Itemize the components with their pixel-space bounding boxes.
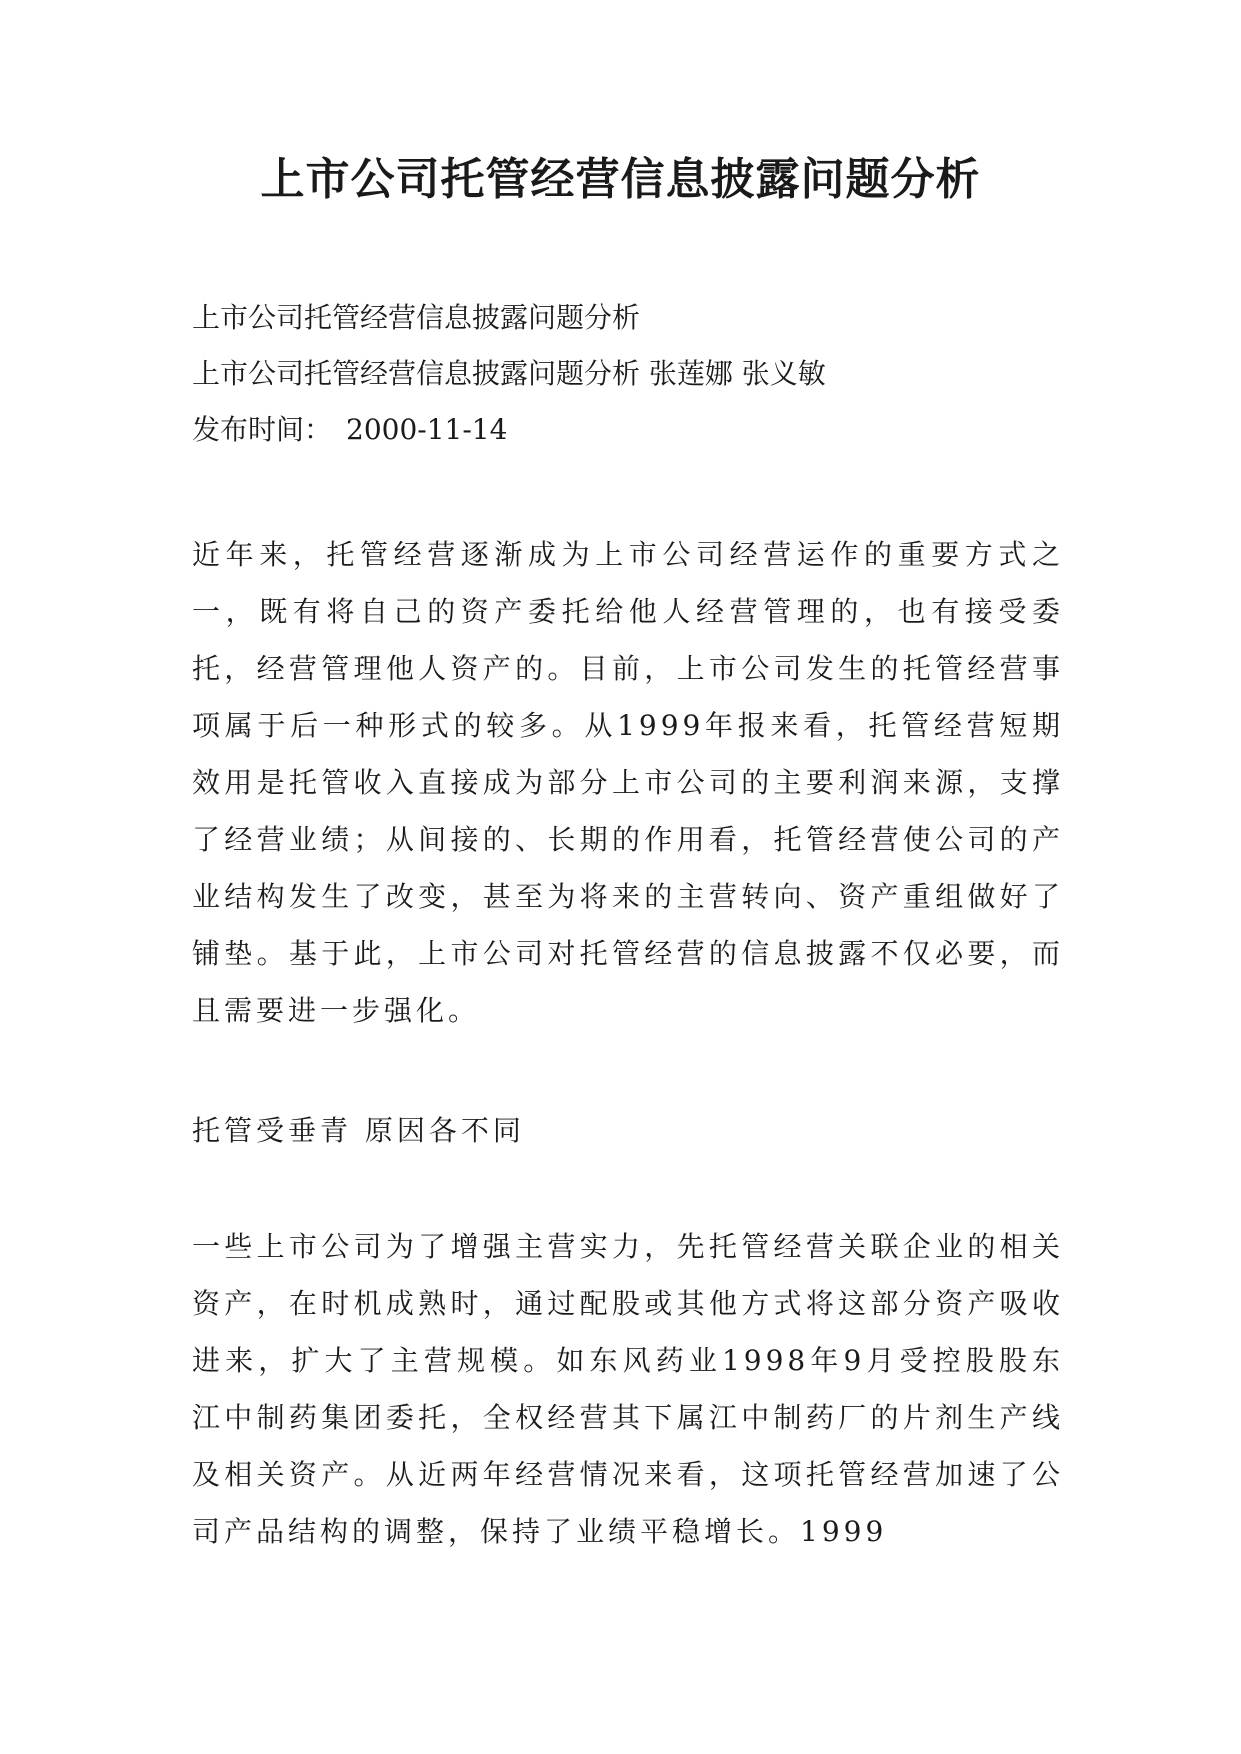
document-subtitle: 上市公司托管经营信息披露问题分析: [192, 301, 641, 334]
paragraph-body: 一些上市公司为了增强主营实力，先托管经营关联企业的相关资产，在时机成熟时，通过配股或其他方式将这部分资产吸收进来，扩大了主营规模。如东风药业1998年9月受控股股东江中制药集团委托，全权经营其下属江中制药厂的片剂生产线及相关资产。从近两年经营情况来看，这项托管经营加速了公司产品结构的调整，保持了业绩平稳增长。1999: [192, 1230, 1064, 1548]
document-title: 上市公司托管经营信息披露问题分析: [260, 154, 981, 205]
section-heading: 托管受垂青 原因各不同: [192, 1114, 525, 1147]
document-meta: [192, 290, 1072, 458]
publish-date: 发布时间： 2000-11-14: [192, 413, 508, 446]
paragraph-intro: 近年来，托管经营逐渐成为上市公司经营运作的重要方式之一，既有将自己的资产委托给他人经营管理的，也有接受委托，经营管理他人资产的。目前，上市公司发生的托管经营事项属于后一种形式的较多。从1999年报来看，托管经营短期效用是托管收入直接成为部分上市公司的主要利润来源，支撑了经营业绩；从间接的、长期的作用看，托管经营使公司的产业结构发生了改变，甚至为将来的主营转向、资产重组做好了铺垫。基于此，上市公司对托管经营的信息披露不仅必要，而且需要进一步强化。: [192, 538, 1064, 1027]
document-byline: 上市公司托管经营信息披露问题分析 张莲娜 张义敏: [192, 357, 826, 390]
